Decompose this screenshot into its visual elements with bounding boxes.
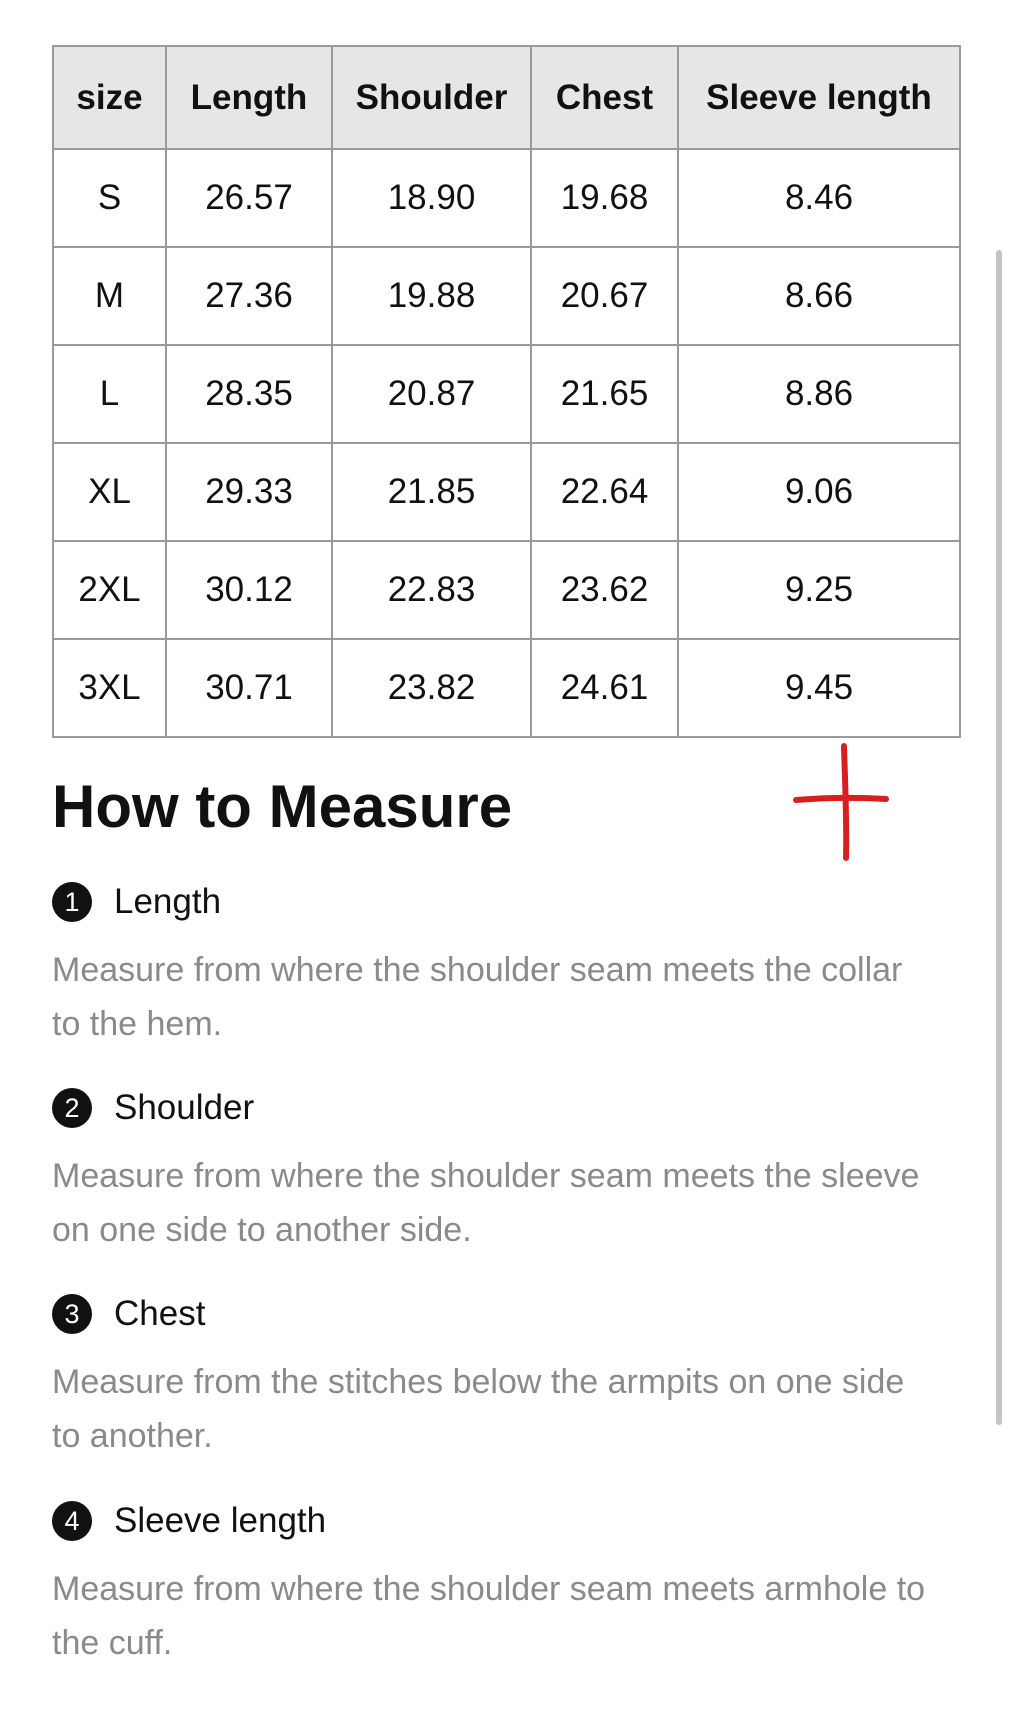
header-shoulder: Shoulder xyxy=(332,46,531,149)
cell-size: 3XL xyxy=(53,639,166,737)
measure-item-shoulder xyxy=(52,1083,932,1257)
cell-shoulder: 22.83 xyxy=(332,541,531,639)
number-badge-icon: 3 xyxy=(52,1294,92,1334)
cell-length: 30.12 xyxy=(166,541,332,639)
table-row xyxy=(53,639,960,737)
cell-chest: 20.67 xyxy=(531,247,678,345)
item-description: Measure from the stitches below the armpits on one side to another. xyxy=(52,1363,905,1455)
cell-shoulder: 21.85 xyxy=(332,443,531,541)
cell-chest: 23.62 xyxy=(531,541,678,639)
header-length: Length xyxy=(166,46,332,149)
cell-chest: 22.64 xyxy=(531,443,678,541)
cell-chest: 19.68 xyxy=(531,149,678,247)
measure-item-sleeve-length xyxy=(52,1496,932,1670)
number-badge-icon: 1 xyxy=(52,882,92,922)
cell-sleeve-length: 8.86 xyxy=(678,345,960,443)
number-badge-icon: 2 xyxy=(52,1088,92,1128)
cell-chest: 21.65 xyxy=(531,345,678,443)
cell-size: 2XL xyxy=(53,541,166,639)
table-row xyxy=(53,149,960,247)
cell-length: 27.36 xyxy=(166,247,332,345)
cell-sleeve-length: 8.66 xyxy=(678,247,960,345)
cell-chest: 24.61 xyxy=(531,639,678,737)
item-title: Chest xyxy=(114,1294,206,1333)
item-title: Sleeve length xyxy=(114,1501,327,1540)
cell-shoulder: 20.87 xyxy=(332,345,531,443)
cell-size: M xyxy=(53,247,166,345)
plus-icon xyxy=(790,742,890,862)
cell-shoulder: 23.82 xyxy=(332,639,531,737)
item-title: Shoulder xyxy=(114,1088,255,1127)
table-row xyxy=(53,345,960,443)
header-chest: Chest xyxy=(531,46,678,149)
table-header-row xyxy=(53,46,960,149)
cell-size: XL xyxy=(53,443,166,541)
cell-sleeve-length: 8.46 xyxy=(678,149,960,247)
cell-length: 29.33 xyxy=(166,443,332,541)
item-description: Measure from where the shoulder seam meets the collar to the hem. xyxy=(52,951,903,1043)
how-to-measure-title: How to Measure xyxy=(52,773,513,840)
item-description: Measure from where the shoulder seam meets armhole to the cuff. xyxy=(52,1570,926,1662)
item-title: Length xyxy=(114,882,222,921)
cell-length: 26.57 xyxy=(166,149,332,247)
cell-shoulder: 19.88 xyxy=(332,247,531,345)
cell-length: 30.71 xyxy=(166,639,332,737)
cell-sleeve-length: 9.45 xyxy=(678,639,960,737)
cell-size: S xyxy=(53,149,166,247)
measure-item-chest xyxy=(52,1289,932,1463)
cell-shoulder: 18.90 xyxy=(332,149,531,247)
vertical-scrollbar[interactable] xyxy=(996,250,1002,1425)
cell-length: 28.35 xyxy=(166,345,332,443)
table-row xyxy=(53,541,960,639)
item-description: Measure from where the shoulder seam meets the sleeve on one side to another side. xyxy=(52,1157,920,1249)
number-badge-icon: 4 xyxy=(52,1501,92,1541)
header-size: size xyxy=(53,46,166,149)
measure-item-length xyxy=(52,877,932,1051)
cell-sleeve-length: 9.06 xyxy=(678,443,960,541)
header-sleeve-length: Sleeve length xyxy=(678,46,960,149)
size-chart-table xyxy=(52,45,961,738)
cell-size: L xyxy=(53,345,166,443)
table-row xyxy=(53,247,960,345)
table-row xyxy=(53,443,960,541)
cell-sleeve-length: 9.25 xyxy=(678,541,960,639)
